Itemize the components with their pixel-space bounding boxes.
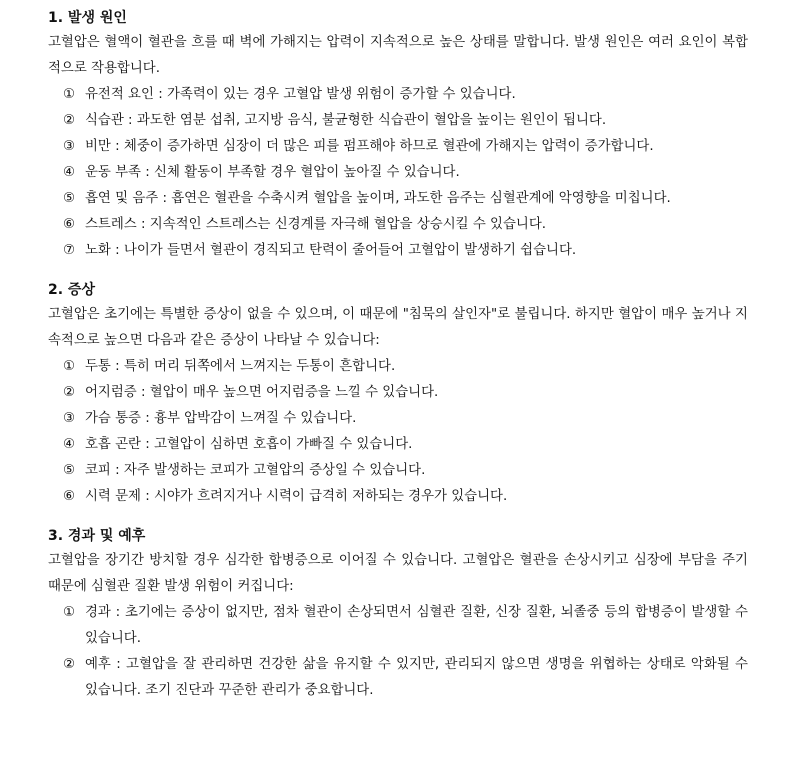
list-item bbox=[63, 652, 748, 704]
section-causes bbox=[48, 6, 748, 264]
list-item bbox=[63, 108, 748, 134]
list-marker: ② bbox=[63, 657, 76, 672]
list-item bbox=[63, 380, 748, 406]
list-marker: ③ bbox=[63, 411, 76, 426]
list-item bbox=[63, 160, 748, 186]
list-item-text: 두통 : 특히 머리 뒤쪽에서 느껴지는 두통이 흔합니다. bbox=[85, 359, 396, 374]
list-item-text: 가슴 통증 : 흉부 압박감이 느껴질 수 있습니다. bbox=[85, 411, 357, 426]
list-item bbox=[63, 484, 748, 510]
section-intro: 고혈압을 장기간 방치할 경우 심각한 합병증으로 이어질 수 있습니다. 고혈압은 혈관을 손상시키고 심장에 부담을 주기 때문에 심혈관 질환 발생 위험이 커집니다: bbox=[48, 553, 748, 594]
list-marker: ⑤ bbox=[63, 463, 76, 478]
list-item bbox=[63, 186, 748, 212]
list-item-text: 식습관 : 과도한 염분 섭취, 고지방 음식, 불균형한 식습관이 혈압을 높이는 원인이 됩니다. bbox=[85, 113, 607, 128]
list-marker: ① bbox=[63, 605, 76, 620]
list-item bbox=[63, 406, 748, 432]
list-item-text: 유전적 요인 : 가족력이 있는 경우 고혈압 발생 위험이 증가할 수 있습니다. bbox=[85, 87, 516, 102]
list-item-text: 예후 : 고혈압을 잘 관리하면 건강한 삶을 유지할 수 있지만, 관리되지 않으면 생명을 위협하는 상태로 악화될 수 있습니다. 조기 진단과 꾸준한 관리가 중요합니다. bbox=[85, 657, 748, 698]
section-prognosis bbox=[48, 524, 748, 704]
list-item-text: 노화 : 나이가 들면서 혈관이 경직되고 탄력이 줄어들어 고혈압이 발생하기 쉽습니다. bbox=[85, 243, 577, 258]
list-item bbox=[63, 432, 748, 458]
list-marker: ④ bbox=[63, 165, 76, 180]
section-heading: 1. 발생 원인 bbox=[48, 10, 127, 26]
section-intro: 고혈압은 초기에는 특별한 증상이 없을 수 있으며, 이 때문에 "침묵의 살인자"로 불립니다. 하지만 혈압이 매우 높거나 지속적으로 높으면 다음과 같은 증상이 나타날 수 있습니다: bbox=[48, 307, 748, 348]
list-marker: ④ bbox=[63, 437, 76, 452]
list-marker: ② bbox=[63, 385, 76, 400]
list-marker: ⑥ bbox=[63, 217, 76, 232]
list-item-text: 스트레스 : 지속적인 스트레스는 신경계를 자극해 혈압을 상승시킬 수 있습니다. bbox=[85, 217, 547, 232]
list-item bbox=[63, 134, 748, 160]
list-item bbox=[63, 600, 748, 652]
section-heading: 2. 증상 bbox=[48, 282, 95, 298]
list-item-text: 시력 문제 : 시야가 흐려지거나 시력이 급격히 저하되는 경우가 있습니다. bbox=[85, 489, 508, 504]
list-item-text: 운동 부족 : 신체 활동이 부족할 경우 혈압이 높아질 수 있습니다. bbox=[85, 165, 460, 180]
section-symptoms bbox=[48, 278, 748, 510]
list-item-text: 경과 : 초기에는 증상이 없지만, 점차 혈관이 손상되면서 심혈관 질환, 신장 질환, 뇌졸중 등의 합병증이 발생할 수 있습니다. bbox=[85, 605, 748, 646]
list-item-text: 호흡 곤란 : 고혈압이 심하면 호흡이 가빠질 수 있습니다. bbox=[85, 437, 413, 452]
list-marker: ③ bbox=[63, 139, 76, 154]
list-marker: ② bbox=[63, 113, 76, 128]
list-marker: ⑦ bbox=[63, 243, 76, 258]
section-intro: 고혈압은 혈액이 혈관을 흐를 때 벽에 가해지는 압력이 지속적으로 높은 상태를 말합니다. 발생 원인은 여러 요인이 복합적으로 작용합니다. bbox=[48, 35, 748, 76]
list-marker: ① bbox=[63, 359, 76, 374]
list-item-text: 흡연 및 음주 : 흡연은 혈관을 수축시켜 혈압을 높이며, 과도한 음주는 심혈관계에 악영향을 미칩니다. bbox=[85, 191, 671, 206]
list-marker: ⑤ bbox=[63, 191, 76, 206]
symptom-list bbox=[48, 354, 748, 510]
list-item-text: 비만 : 체중이 증가하면 심장이 더 많은 피를 펌프해야 하므로 혈관에 가해지는 압력이 증가합니다. bbox=[85, 139, 654, 154]
list-item-text: 어지럼증 : 혈압이 매우 높으면 어지럼증을 느낄 수 있습니다. bbox=[85, 385, 439, 400]
prognosis-list bbox=[48, 600, 748, 704]
list-item-text: 코피 : 자주 발생하는 코피가 고혈압의 증상일 수 있습니다. bbox=[85, 463, 426, 478]
list-item bbox=[63, 238, 748, 264]
section-heading: 3. 경과 및 예후 bbox=[48, 528, 146, 544]
list-item bbox=[63, 212, 748, 238]
list-item bbox=[63, 458, 748, 484]
list-item bbox=[63, 354, 748, 380]
cause-list bbox=[48, 82, 748, 264]
list-marker: ① bbox=[63, 87, 76, 102]
list-item bbox=[63, 82, 748, 108]
list-marker: ⑥ bbox=[63, 489, 76, 504]
